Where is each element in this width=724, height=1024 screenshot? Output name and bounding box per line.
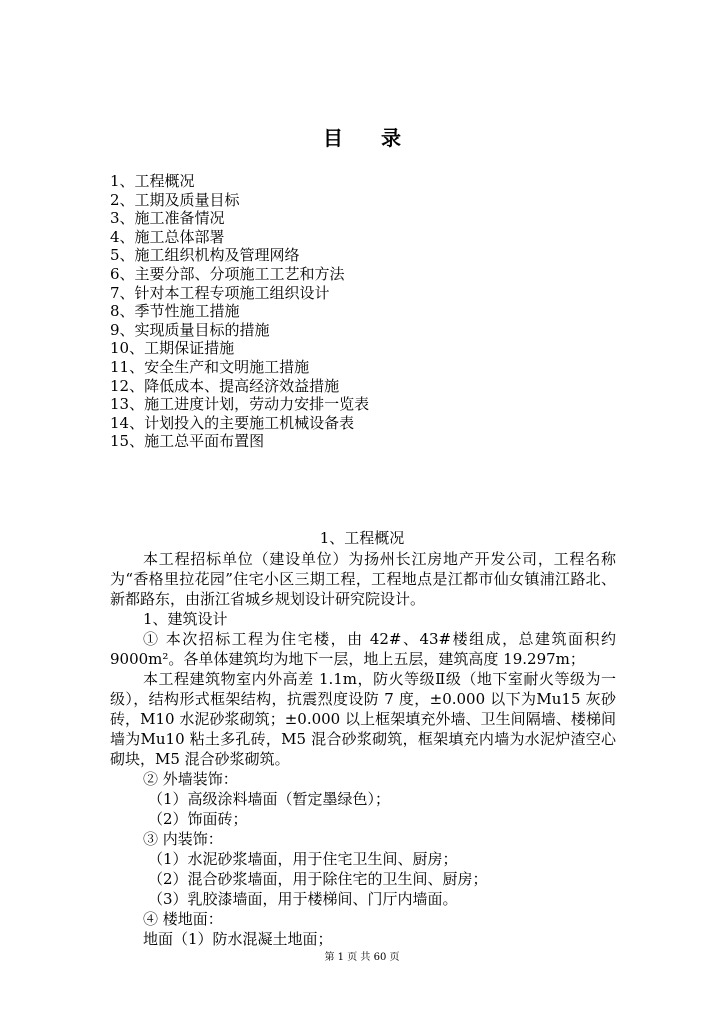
building-paragraph: ① 本次招标工程为住宅楼，由 42#、43#楼组成，总建筑面积约 9000m²。各单体建筑均为地下一层，地上五层，建筑高度 19.297m； <box>110 630 616 668</box>
toc-item: 2、工期及质量目标 <box>110 190 240 209</box>
section-body <box>110 549 616 949</box>
structure-paragraph: 本工程建筑物室内外高差 1.1m，防火等级Ⅱ级（地下室耐火等级为一级），结构形式框架结构，抗震烈度设防 7 度，±0.000 以下为Mu15 灰砂砖，M10 水泥砂浆砌筑；±0.000 以上框架填充外墙、卫生间隔墙、楼梯间墙为Mu10 粘土多孔砖，M5 混合砂浆砌筑，框架填充内墙为水泥炉渣空心砌块，M5 混合砂浆砌筑。 <box>110 670 616 768</box>
toc-item: 10、工期保证措施 <box>110 339 235 358</box>
floor-heading: ④ 楼地面： <box>143 910 223 928</box>
toc-item: 3、施工准备情况 <box>110 209 225 228</box>
floor-item: 地面（1）防水混凝土地面； <box>143 930 333 948</box>
interior-heading: ③ 内装饰： <box>143 830 223 848</box>
exterior-item: （1）高级涂料墙面（暂定墨绿色）； <box>148 790 391 808</box>
interior-item: （1）水泥砂浆墙面，用于住宅卫生间、厨房； <box>148 850 458 868</box>
toc-item: 8、季节性施工措施 <box>110 302 240 321</box>
toc-item: 15、施工总平面布置图 <box>110 432 265 451</box>
table-of-contents <box>110 172 369 451</box>
interior-item: （3）乳胶漆墙面，用于楼梯间、门厅内墙面。 <box>148 890 458 908</box>
page-title-char-1: 目 <box>323 126 343 150</box>
toc-item: 7、针对本工程专项施工组织设计 <box>110 283 330 302</box>
toc-item: 9、实现质量目标的措施 <box>110 320 270 339</box>
toc-item: 6、主要分部、分项施工工艺和方法 <box>110 264 345 283</box>
subsection-heading: 1、建筑设计 <box>143 610 228 628</box>
intro-paragraph: 本工程招标单位（建设单位）为扬州长江房地产开发公司，工程名称为“香格里拉花园”住宅小区三期工程，工程地点是江都市仙女镇浦江路北、新都路东，由浙江省城乡规划设计研究院设计。 <box>110 550 616 608</box>
toc-item: 1、工程概况 <box>110 172 195 190</box>
exterior-heading: ② 外墙装饰： <box>143 770 238 788</box>
toc-item: 12、降低成本、提高经济效益措施 <box>110 376 340 395</box>
toc-item: 14、计划投入的主要施工机械设备表 <box>110 413 355 432</box>
interior-item: （2）混合砂浆墙面，用于除住宅的卫生间、厨房； <box>148 870 488 888</box>
page-title-char-2: 录 <box>381 126 401 150</box>
page-footer: 第 1 页 共 60 页 <box>324 952 400 963</box>
toc-item: 11、安全生产和文明施工措施 <box>110 357 310 376</box>
toc-item: 5、施工组织机构及管理网络 <box>110 246 300 265</box>
exterior-item: （2）饰面砖； <box>148 810 248 828</box>
section-heading: 1、工程概况 <box>319 529 405 547</box>
page-title <box>0 122 724 151</box>
toc-item: 13、施工进度计划，劳动力安排一览表 <box>110 395 370 414</box>
toc-item: 4、施工总体部署 <box>110 227 225 246</box>
